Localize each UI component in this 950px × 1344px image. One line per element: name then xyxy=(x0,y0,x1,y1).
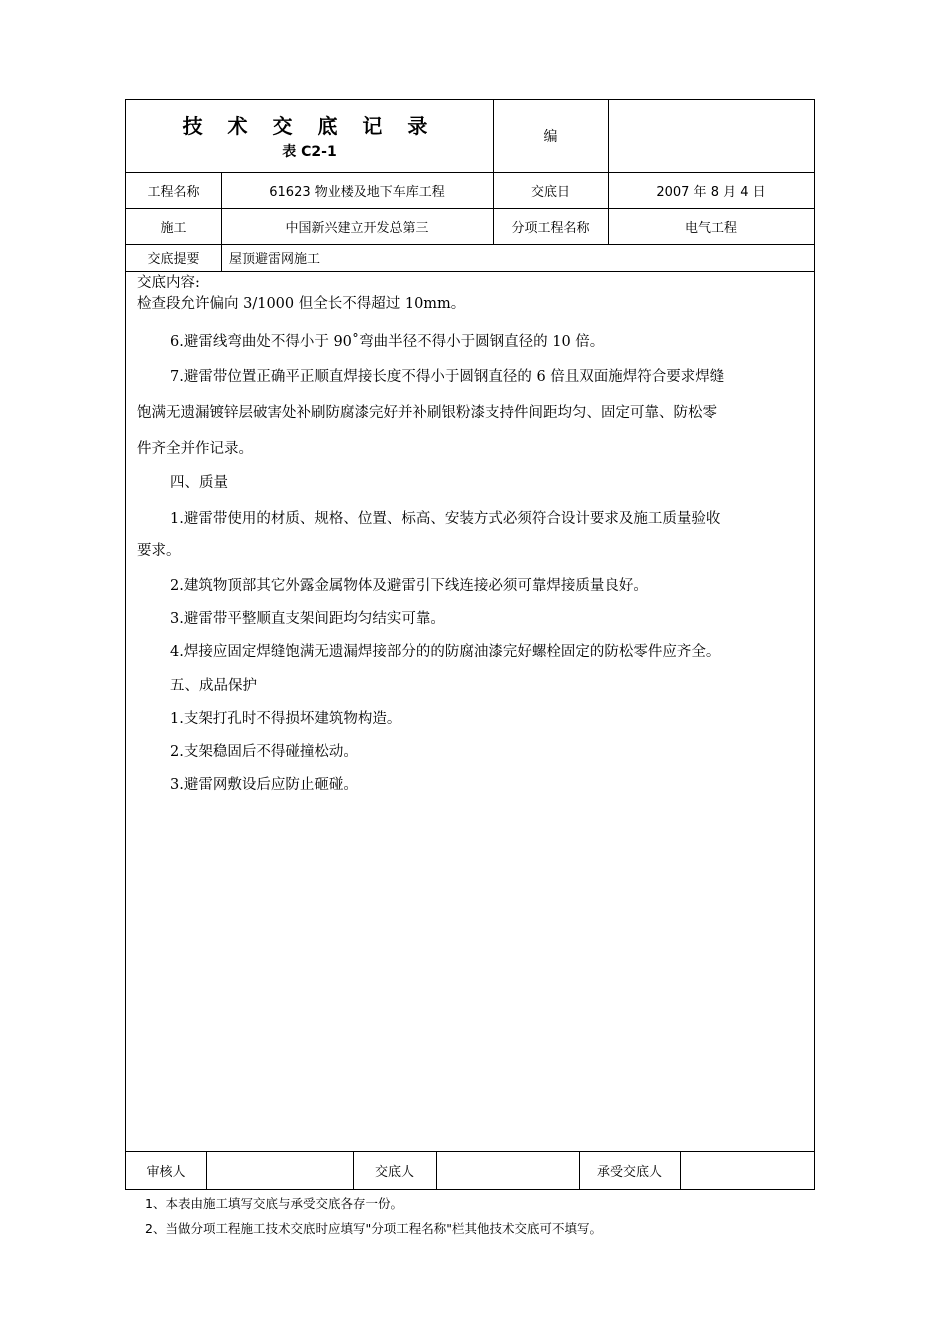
content-line: 4.焊接应固定焊缝饱满无遗漏焊接部分的的防腐油漆完好螺栓固定的防松零件应齐全。 xyxy=(170,644,721,660)
disclosure-date-label: 交底日 xyxy=(530,184,570,200)
content-line: 1.避雷带使用的材质、规格、位置、标高、安装方式必须符合设计要求及施工质量验收 xyxy=(170,511,721,527)
content-line: 要求。 xyxy=(137,543,181,559)
content-line: 6.避雷线弯曲处不得小于 90˚弯曲半径不得小于圆钢直径的 10 倍。 xyxy=(170,334,605,350)
reviewer-label: 审核人 xyxy=(146,1164,186,1180)
content-line: 7.避雷带位置正确平正顺直焊接长度不得小于圆钢直径的 6 倍且双面施焊符合要求焊缝 xyxy=(170,369,725,385)
discloser-label: 交底人 xyxy=(374,1164,414,1180)
discloser-signature[interactable] xyxy=(436,1151,579,1189)
receiver-label: 承受交底人 xyxy=(596,1164,662,1180)
content-line: 2.建筑物顶部其它外露金属物体及避雷引下线连接必须可靠焊接质量良好。 xyxy=(170,578,648,594)
content-line: 检查段允许偏向 3/1000 但全长不得超过 10mm。 xyxy=(137,296,466,312)
content-line: 2.支架稳固后不得碰撞松动。 xyxy=(170,744,358,760)
form-code: 表 C2-1 xyxy=(282,144,337,160)
serial-label: 编 xyxy=(543,129,558,145)
summary-label: 交底提要 xyxy=(147,252,200,267)
content-line: 五、成品保护 xyxy=(170,678,257,694)
content-line: 3.避雷带平整顺直支架间距均匀结实可靠。 xyxy=(170,611,445,627)
content-line: 饱满无遗漏镀锌层破害处补刷防腐漆完好并补刷银粉漆支持件间距均匀、固定可靠、防松零 xyxy=(137,405,717,421)
disclosure-date-value[interactable]: 2007 年 8 月 4 日 xyxy=(656,184,766,200)
summary-value[interactable]: 屋顶避雷网施工 xyxy=(229,252,321,267)
reviewer-signature[interactable] xyxy=(206,1151,353,1189)
content-line: 1.支架打孔时不得损坏建筑物构造。 xyxy=(170,711,402,727)
content-line: 3.避雷网敷设后应防止砸碰。 xyxy=(170,777,358,793)
form-notes xyxy=(145,1194,602,1244)
subitem-name-value[interactable]: 电气工程 xyxy=(684,220,737,236)
subitem-name-label: 分项工程名称 xyxy=(511,220,590,236)
construction-value[interactable]: 中国新兴建立开发总第三 xyxy=(285,220,429,236)
note-item: 1、本表由施工填写交底与承受交底各存一份。 xyxy=(145,1196,403,1211)
disclosure-content xyxy=(137,272,805,801)
serial-value[interactable] xyxy=(608,100,814,172)
receiver-signature[interactable] xyxy=(680,1151,814,1189)
content-line: 四、质量 xyxy=(170,475,228,491)
construction-label: 施工 xyxy=(160,220,187,236)
project-name-label: 工程名称 xyxy=(147,184,200,200)
content-line: 件齐全并作记录。 xyxy=(137,441,253,457)
content-heading: 交底内容: xyxy=(137,275,200,291)
project-name-value[interactable]: 61623 物业楼及地下车库工程 xyxy=(269,184,445,200)
form-title: 技 术 交 底 记 录 xyxy=(182,113,437,138)
note-item: 2、当做分项工程施工技术交底时应填写"分项工程名称"栏其他技术交底可不填写。 xyxy=(145,1221,602,1236)
